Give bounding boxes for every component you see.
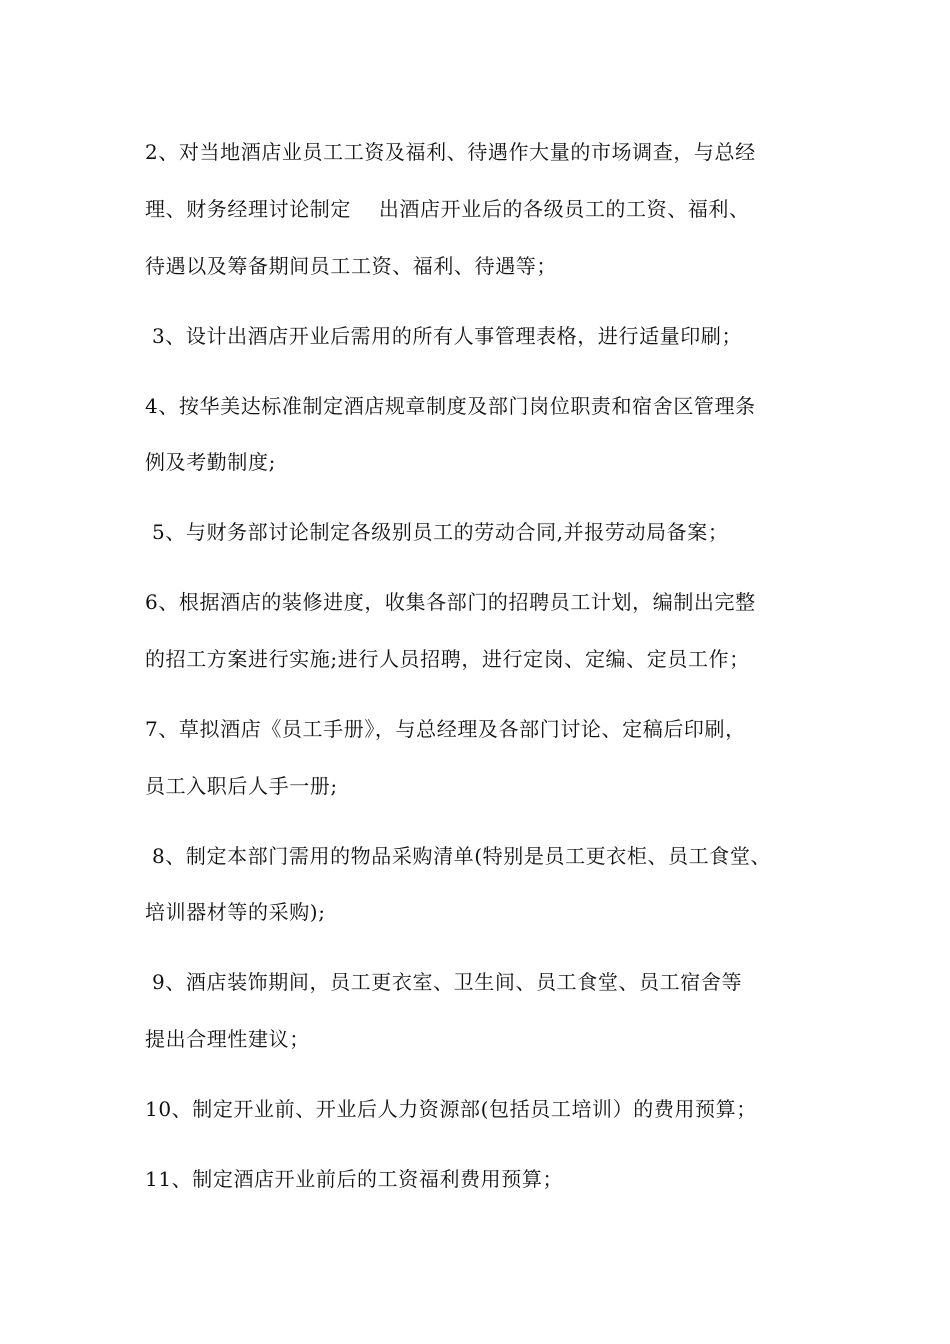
paragraph-line: 例及考勤制度;: [145, 450, 276, 474]
paragraph-line: 9、酒店装饰期间，员工更衣室、卫生间、员工食堂、员工宿舍等: [145, 970, 743, 994]
paragraph-line: 培训器材等的采购);: [145, 900, 326, 924]
paragraph-line: 员工入职后人手一册;: [145, 774, 338, 798]
paragraph-line: 11、制定酒店开业前后的工资福利费用预算；: [145, 1167, 564, 1191]
paragraph-line: 理、财务经理讨论制定 出酒店开业后的各级员工的工资、福利、: [145, 197, 750, 221]
paragraph-line: 10、制定开业前、开业后人力资源部(包括员工培训）的费用预算；: [145, 1097, 757, 1121]
paragraph-line: 待遇以及筹备期间员工工资、福利、待遇等；: [145, 254, 557, 278]
paragraph-line: 6、根据酒店的装修进度，收集各部门的招聘员工计划，编制出完整: [145, 590, 756, 614]
paragraph-line: 3、设计出酒店开业后需用的所有人事管理表格，进行适量印刷；: [145, 324, 743, 348]
paragraph-line: 7、草拟酒店《员工手册》，与总经理及各部门讨论、定稿后印刷，: [145, 717, 746, 741]
paragraph-line: 8、制定本部门需用的物品采购清单(特别是员工更衣柜、员工食堂、: [145, 844, 772, 868]
paragraph-line: 的招工方案进行实施;进行人员招聘，进行定岗、定编、定员工作；: [145, 647, 750, 671]
paragraph-line: 2、对当地酒店业员工工资及福利、待遇作大量的市场调查，与总经: [145, 140, 756, 164]
paragraph-line: 5、与财务部讨论制定各级别员工的劳动合同,并报劳动局备案；: [145, 520, 729, 544]
paragraph-line: 提出合理性建议；: [145, 1027, 310, 1051]
paragraph-line: 4、按华美达标准制定酒店规章制度及部门岗位职责和宿舍区管理条: [145, 394, 756, 418]
